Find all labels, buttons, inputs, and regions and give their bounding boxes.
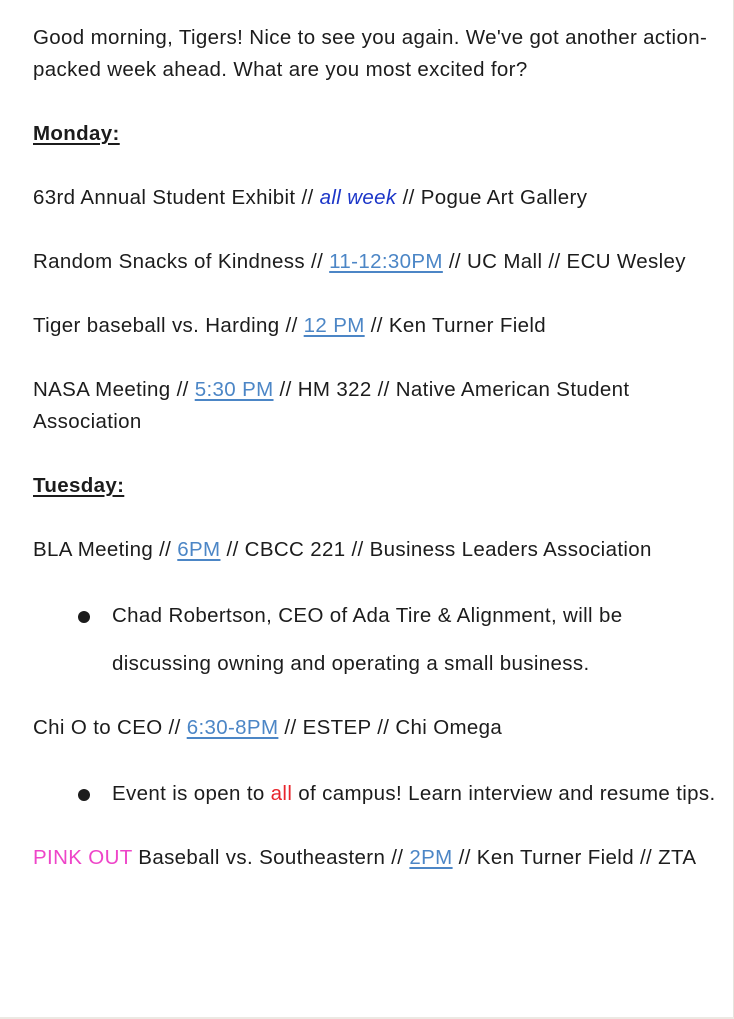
event-time-link[interactable]: 5:30 PM <box>194 378 274 401</box>
separator: // <box>170 378 195 401</box>
event-time-link[interactable]: 12 PM <box>303 314 365 337</box>
event-title: BLA Meeting <box>33 538 154 561</box>
event-details: // ESTEP // Chi Omega <box>278 716 503 739</box>
event-time-link[interactable]: 6PM <box>177 538 221 561</box>
monday-heading: Monday: <box>33 122 120 145</box>
event-bla-meeting <box>33 534 718 566</box>
newsletter-body <box>33 22 718 906</box>
separator: // <box>304 250 330 273</box>
event-title: Random Snacks of Kindness <box>33 250 305 273</box>
event-title: 63rd Annual Student Exhibit <box>33 186 296 209</box>
event-details: // UC Mall // ECU Wesley <box>442 250 686 273</box>
separator: // <box>385 846 410 869</box>
event-details: // HM 322 // Native American Student Association <box>33 378 630 433</box>
bullet-text-end: of campus! Learn interview and resume tips. <box>292 782 716 805</box>
separator: // <box>153 538 178 561</box>
event-chi-o-to-ceo <box>33 712 718 744</box>
event-student-exhibit <box>33 182 718 214</box>
event-details: // Pogue Art Gallery <box>396 186 588 209</box>
event-title: Tiger baseball vs. Harding <box>33 314 280 337</box>
event-time-link[interactable]: 11-12:30PM <box>329 250 443 273</box>
event-time-link[interactable]: 2PM <box>409 846 453 869</box>
event-details: // Ken Turner Field // ZTA <box>452 846 697 869</box>
separator: // <box>162 716 187 739</box>
separator: // <box>279 314 304 337</box>
event-details: // Ken Turner Field <box>364 314 547 337</box>
tuesday-heading: Tuesday: <box>33 474 125 497</box>
bla-notes-list <box>33 592 718 688</box>
list-item <box>33 592 718 688</box>
bullet-highlight: all <box>270 782 293 805</box>
list-item <box>33 770 718 818</box>
bullet-text-start: Event is open to <box>112 782 271 805</box>
bullet-icon <box>78 611 90 623</box>
event-title: Chi O to CEO <box>33 716 163 739</box>
separator: // <box>295 186 320 209</box>
event-pink-out-baseball <box>33 842 718 874</box>
bullet-icon <box>78 789 90 801</box>
pink-out-label: PINK OUT <box>33 846 133 869</box>
chi-o-notes-list <box>33 770 718 818</box>
event-tiger-baseball <box>33 310 718 342</box>
event-title: NASA Meeting <box>33 378 171 401</box>
event-time: all week <box>319 186 397 209</box>
event-title: Baseball vs. Southeastern <box>132 846 386 869</box>
event-details: // CBCC 221 // Business Leaders Association <box>220 538 652 561</box>
event-random-snacks <box>33 246 718 278</box>
bullet-text: Chad Robertson, CEO of Ada Tire & Alignment, will be discussing owning and operating a small business. <box>112 604 623 675</box>
event-time-link[interactable]: 6:30-8PM <box>186 716 279 739</box>
event-nasa-meeting <box>33 374 718 438</box>
intro-text: Good morning, Tigers! Nice to see you again. We've got another action-packed week ahead. What are you most excited for? <box>33 26 708 81</box>
